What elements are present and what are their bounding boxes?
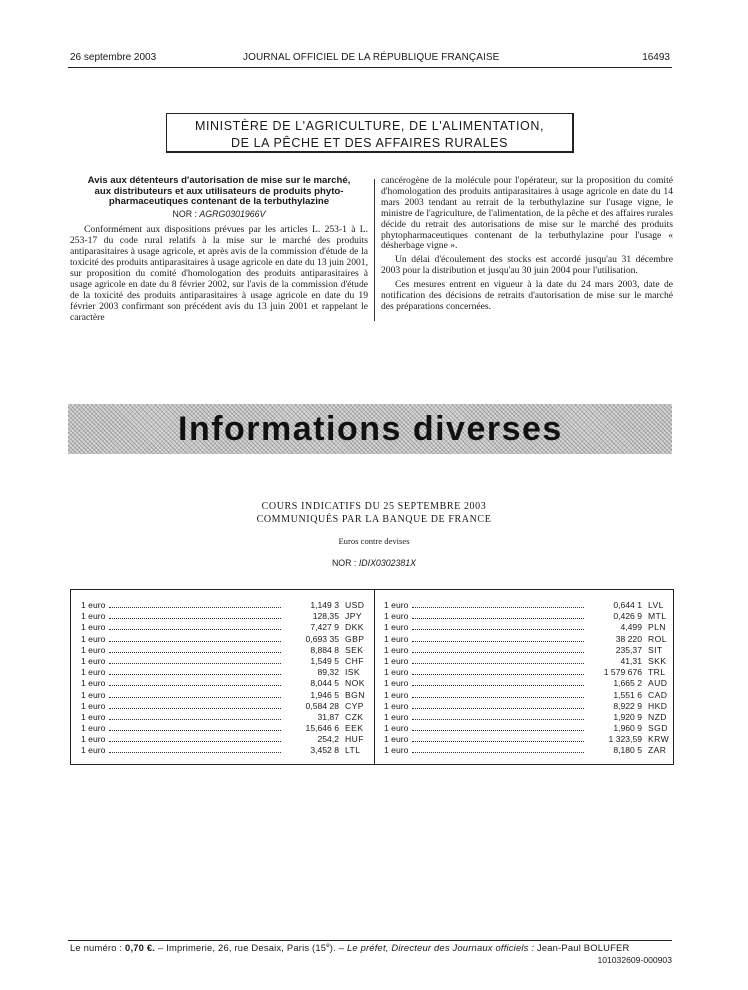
- cours-subtitle: Euros contre devises: [338, 536, 410, 546]
- rate-leader-dots: [412, 607, 584, 608]
- footer-code: 101032609-000903: [597, 955, 672, 965]
- rate-leader-dots: [109, 752, 281, 753]
- footer-rule: [68, 940, 672, 941]
- rate-value: 1,149 3: [310, 600, 339, 610]
- rate-leader-dots: [109, 607, 281, 608]
- rate-value: 235,37: [615, 644, 642, 655]
- rate-label: 1 euro: [384, 711, 409, 722]
- rate-label: 1 euro: [81, 700, 106, 711]
- rate-currency: ROL: [648, 633, 667, 644]
- rate-leader-dots: [412, 708, 584, 709]
- rate-currency: TRL: [648, 667, 666, 678]
- banner-title: Informations diverses: [178, 410, 563, 448]
- rate-currency: NZD: [648, 711, 667, 722]
- rate-leader-dots: [412, 685, 584, 686]
- rate-row: [81, 622, 371, 633]
- rate-leader-dots: [109, 719, 281, 720]
- cours-heading: [0, 500, 748, 526]
- rate-currency: EEK: [345, 723, 364, 734]
- page-footer: [70, 942, 674, 965]
- rate-value: 15,646 6: [305, 723, 339, 734]
- rates-column-divider: [374, 590, 375, 764]
- rate-row: [81, 645, 371, 656]
- avis-column-left: [70, 176, 368, 324]
- rate-label: 1 euro: [81, 734, 106, 745]
- rate-leader-dots: [412, 730, 584, 731]
- avis-nor: [70, 209, 368, 220]
- rate-value: 0,584 28: [305, 700, 339, 711]
- rate-leader-dots: [109, 685, 281, 686]
- rate-value: 89,32: [317, 667, 339, 678]
- rate-currency: DKK: [345, 622, 364, 633]
- rate-label: 1 euro: [81, 633, 106, 644]
- rate-row: [384, 645, 674, 656]
- rate-row: [81, 745, 371, 756]
- rate-value: 1 323,59: [608, 734, 642, 745]
- rate-row: [81, 701, 371, 712]
- rate-leader-dots: [109, 652, 281, 653]
- rate-currency: SKK: [648, 655, 667, 666]
- rate-currency: KRW: [648, 734, 670, 745]
- rate-leader-dots: [412, 697, 584, 698]
- rate-value: 8,044 5: [310, 678, 339, 689]
- rate-value: 38 220: [615, 633, 642, 644]
- rate-row: [384, 690, 674, 701]
- rate-row: [384, 634, 674, 645]
- rate-label: 1 euro: [384, 700, 409, 711]
- rate-row: [81, 600, 371, 611]
- footer-prefix: Le numéro :: [70, 942, 123, 953]
- rate-label: 1 euro: [384, 611, 409, 622]
- cours-heading-line-1: COURS INDICATIFS DU 25 SEPTEMBRE 2003: [261, 501, 487, 512]
- footer-imprint: [70, 942, 674, 953]
- footer-role: Le préfet, Directeur des Journaux officiels :: [346, 942, 535, 953]
- rate-leader-dots: [109, 618, 281, 619]
- rate-row: [81, 634, 371, 645]
- rate-leader-dots: [412, 629, 584, 630]
- rate-currency: CYP: [345, 700, 364, 711]
- footer-sup: e: [326, 942, 330, 949]
- rate-currency: MTL: [648, 611, 667, 622]
- rate-currency: CHF: [345, 655, 364, 666]
- avis-paragraph-3: Ces mesures entrent en vigueur à la date du 24 mars 2003, date de notification des décisions de retraits d'autorisation de mise sur le marché des préparations concernées.: [381, 279, 673, 312]
- ministry-line-2: DE LA PÊCHE ET DES AFFAIRES RURALES: [230, 136, 509, 150]
- rate-leader-dots: [412, 719, 584, 720]
- rate-label: 1 euro: [384, 678, 409, 689]
- rate-currency: LVL: [648, 600, 664, 610]
- rate-value: 1,946 5: [310, 689, 339, 700]
- informations-diverses-banner: [68, 404, 672, 454]
- exchange-rates-table: [70, 589, 674, 765]
- journal-title: JOURNAL OFFICIEL DE LA RÉPUBLIQUE FRANÇAISE: [243, 52, 500, 63]
- rate-value: 3,452 8: [310, 745, 339, 756]
- rate-currency: HUF: [345, 734, 364, 745]
- rate-label: 1 euro: [81, 622, 106, 633]
- avis-title-line-3: pharmaceutiques contenant de la terbuthylazine: [108, 196, 330, 207]
- rates-column-left: [81, 600, 371, 757]
- rate-value: 254,2: [317, 734, 339, 745]
- page-header: [68, 52, 672, 66]
- rate-currency: CAD: [648, 689, 668, 700]
- rate-leader-dots: [109, 629, 281, 630]
- avis-title-line-1: Avis aux détenteurs d'autorisation de mise sur le marché,: [87, 175, 351, 186]
- rate-row: [81, 712, 371, 723]
- rate-currency: SGD: [648, 723, 668, 734]
- rate-row: [81, 723, 371, 734]
- rate-value: 0,693 35: [305, 633, 339, 644]
- rate-label: 1 euro: [384, 689, 409, 700]
- avis-paragraph-1-continued: cancérogène de la molécule pour l'opérateur, sur la proposition du comité d'homologation des produits antiparasitaires à usage agricole en date du 14 mars 2003 tendant au retrait de la terbuthylazine sur l'usage vigne, le ministre de l'agriculture, de l'alimentation, de la pêche et des affaires rurales décide du retrait des autorisations de mise sur le marché des produits phytopharmaceutiques contenant de la terbuthylazine pour l'usage « désherbage vigne ».: [381, 175, 673, 252]
- rate-label: 1 euro: [81, 723, 106, 734]
- rate-row: [384, 745, 674, 756]
- rate-row: [384, 622, 674, 633]
- avis-nor-code: AGRG0301966V: [199, 208, 266, 219]
- rate-value: 1,551 6: [613, 689, 642, 700]
- rate-row: [384, 712, 674, 723]
- ministry-heading-box: [166, 113, 574, 153]
- ministry-line-1: MINISTÈRE DE L'AGRICULTURE, DE L'ALIMENTATION,: [194, 119, 545, 133]
- rate-label: 1 euro: [384, 633, 409, 644]
- avis-nor-label: NOR :: [172, 208, 197, 219]
- rate-value: 31,87: [317, 711, 339, 722]
- header-date: 26 septembre 2003: [70, 52, 157, 63]
- footer-printer-end: ). –: [329, 942, 345, 953]
- rate-currency: BGN: [345, 689, 365, 700]
- rate-currency: ISK: [345, 667, 361, 678]
- rate-value: 41,31: [620, 655, 642, 666]
- rate-label: 1 euro: [81, 689, 106, 700]
- cours-nor-label: NOR :: [331, 558, 357, 568]
- rate-row: [81, 690, 371, 701]
- footer-price: 0,70 €.: [125, 942, 156, 953]
- rate-label: 1 euro: [81, 667, 106, 678]
- rate-currency: USD: [345, 600, 365, 610]
- rate-value: 8,922 9: [613, 700, 642, 711]
- rate-row: [81, 678, 371, 689]
- rate-value: 8,884 8: [310, 644, 339, 655]
- header-rule: [68, 67, 672, 68]
- rate-label: 1 euro: [81, 745, 106, 756]
- rate-row: [384, 678, 674, 689]
- rate-currency: NOK: [345, 678, 365, 689]
- rate-row: [81, 734, 371, 745]
- rate-label: 1 euro: [81, 655, 106, 666]
- rate-value: 8,180 5: [613, 745, 642, 756]
- rate-leader-dots: [109, 663, 281, 664]
- rate-label: 1 euro: [81, 644, 106, 655]
- rate-value: 0,426 9: [613, 611, 642, 622]
- rate-currency: GBP: [345, 633, 365, 644]
- rate-value: 1,960 9: [613, 723, 642, 734]
- rate-label: 1 euro: [384, 667, 409, 678]
- rate-label: 1 euro: [81, 611, 106, 622]
- rate-label: 1 euro: [384, 745, 409, 756]
- rate-leader-dots: [412, 641, 584, 642]
- rate-currency: CZK: [345, 711, 364, 722]
- rate-row: [384, 600, 674, 611]
- rates-column-right: [384, 600, 674, 757]
- avis-paragraph-1: Conformément aux dispositions prévues par les articles L. 253-1 à L. 253-17 du code rural relatifs à la mise sur le marché des produits antiparasitaires à usage agricole, et après avis de la commission d'étude de la toxicité des produits antiparasitaires à usage agricole en date du 13 juin 2001, sur proposition du comité d'homologation des produits antiparasitaires à usage agricole en date du 8 février 2002, sur l'avis de la commission d'étude de la toxicité des produits antiparasitaires à usage agricole en date du 19 février 2003 confirmant son précédent avis du 13 juin 2001 et rappelant le caractère: [70, 224, 368, 323]
- rate-leader-dots: [412, 663, 584, 664]
- rate-label: 1 euro: [81, 600, 106, 610]
- rate-label: 1 euro: [384, 655, 409, 666]
- rate-leader-dots: [109, 741, 281, 742]
- cours-nor-code: IDIX0302381X: [358, 558, 417, 568]
- rate-row: [384, 656, 674, 667]
- rate-currency: LTL: [345, 745, 361, 756]
- rate-label: 1 euro: [81, 711, 106, 722]
- avis-column-right: [381, 176, 673, 316]
- rate-value: 4,499: [620, 622, 642, 633]
- rate-row: [384, 667, 674, 678]
- rate-value: 1,549 5: [310, 655, 339, 666]
- rate-row: [384, 734, 674, 745]
- rate-leader-dots: [109, 730, 281, 731]
- rate-leader-dots: [109, 708, 281, 709]
- rate-value: 0,644 1: [613, 600, 642, 610]
- rate-value: 1,665 2: [613, 678, 642, 689]
- rate-value: 1 579 676: [603, 667, 642, 678]
- cours-nor: [0, 558, 748, 568]
- rate-label: 1 euro: [384, 600, 409, 610]
- rate-label: 1 euro: [384, 734, 409, 745]
- rate-row: [81, 667, 371, 678]
- footer-director: Jean-Paul BOLUFER: [536, 942, 630, 953]
- rate-row: [81, 611, 371, 622]
- column-divider: [374, 179, 375, 321]
- rate-currency: SIT: [648, 644, 663, 655]
- page-number: 16493: [642, 52, 670, 63]
- rate-value: 1,920 9: [613, 711, 642, 722]
- rate-currency: SEK: [345, 644, 364, 655]
- rate-leader-dots: [412, 741, 584, 742]
- cours-heading-line-2: COMMUNIQUÉS PAR LA BANQUE DE FRANCE: [256, 514, 492, 525]
- rate-row: [81, 656, 371, 667]
- rate-currency: PLN: [648, 622, 666, 633]
- avis-title-line-2: aux distributeurs et aux utilisateurs de produits phyto-: [94, 185, 344, 197]
- rate-value: 7,427 9: [310, 622, 339, 633]
- rate-row: [384, 611, 674, 622]
- rate-leader-dots: [109, 697, 281, 698]
- rate-currency: JPY: [345, 611, 362, 622]
- avis-title: [70, 176, 368, 208]
- rate-row: [384, 723, 674, 734]
- rate-label: 1 euro: [384, 622, 409, 633]
- rate-leader-dots: [412, 752, 584, 753]
- rate-currency: HKD: [648, 700, 668, 711]
- rate-leader-dots: [412, 652, 584, 653]
- rate-label: 1 euro: [384, 723, 409, 734]
- rate-label: 1 euro: [81, 678, 106, 689]
- rate-leader-dots: [412, 618, 584, 619]
- footer-printer: – Imprimerie, 26, rue Desaix, Paris (15: [157, 942, 327, 953]
- rate-leader-dots: [109, 674, 281, 675]
- rate-currency: AUD: [648, 678, 668, 689]
- rate-currency: ZAR: [648, 745, 667, 756]
- rate-value: 128,35: [312, 611, 339, 622]
- rate-label: 1 euro: [384, 644, 409, 655]
- rate-leader-dots: [412, 674, 584, 675]
- rate-leader-dots: [109, 641, 281, 642]
- avis-paragraph-2: Un délai d'écoulement des stocks est accordé jusqu'au 31 décembre 2003 pour la distribution et jusqu'au 30 juin 2004 pour l'utilisation.: [381, 254, 673, 277]
- rate-row: [384, 701, 674, 712]
